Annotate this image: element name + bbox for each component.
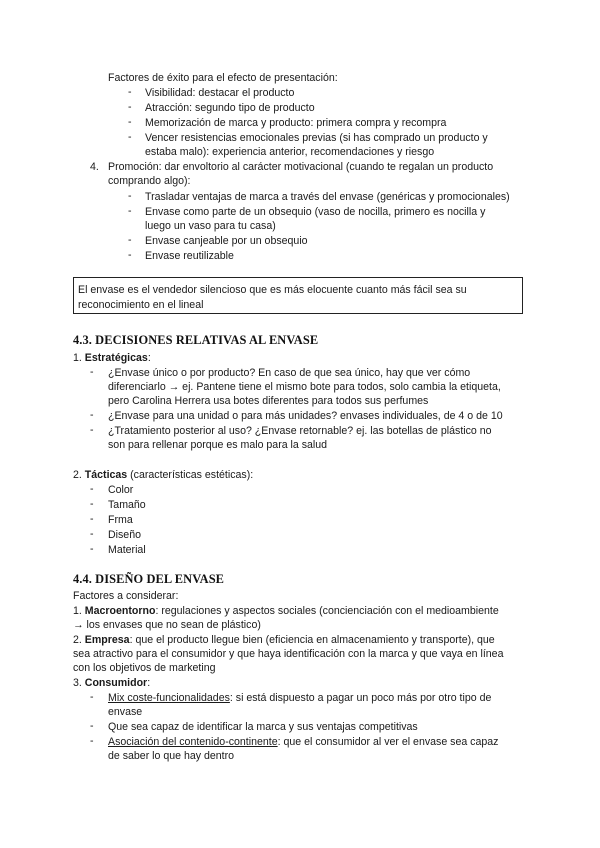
list-item: Tamaño xyxy=(108,499,146,511)
list-item xyxy=(108,691,491,705)
list-dash: - xyxy=(90,513,94,525)
list-dash: - xyxy=(90,366,94,378)
list-item-continuation: luego un vaso para tu casa) xyxy=(145,220,276,232)
factor-text-continuation: → los envases que no sean de plástico) xyxy=(73,619,261,631)
list-item: Envase reutilizable xyxy=(145,250,234,262)
list-dash: - xyxy=(90,528,94,540)
list-item: Atracción: segundo tipo de producto xyxy=(145,102,315,114)
list-dash: - xyxy=(128,234,132,246)
list-item: Que sea capaz de identificar la marca y sus ventajas competitivas xyxy=(108,721,418,733)
list-item: Frma xyxy=(108,514,133,526)
promotion-number: 4. xyxy=(90,161,99,173)
factor-text-continuation: sea atractivo para el consumidor y que haya identificación con la marca y que vaya en línea xyxy=(73,648,504,660)
list-dash: - xyxy=(90,498,94,510)
presentation-intro: Factores de éxito para el efecto de presentación: xyxy=(108,72,338,84)
factor-number: 1. xyxy=(73,605,82,617)
list-item: ¿Tratamiento posterior al uso? ¿Envase retornable? ej. las botellas de plástico no xyxy=(108,425,492,437)
callout-text: El envase es el vendedor silencioso que es más elocuente cuanto más fácil sea su xyxy=(78,284,467,296)
list-item: Envase como parte de un obsequio (vaso de nocilla, primero es nocilla y xyxy=(145,206,486,218)
factors-intro: Factores a considerar: xyxy=(73,590,179,602)
strategic-number: 1. xyxy=(73,352,82,364)
list-item: Envase canjeable por un obsequio xyxy=(145,235,308,247)
section-heading: 4.3. DECISIONES RELATIVAS AL ENVASE xyxy=(73,333,319,347)
factor-consumidor xyxy=(73,676,150,690)
list-dash: - xyxy=(128,101,132,113)
list-item: Diseño xyxy=(108,529,141,541)
factor-macroentorno xyxy=(73,604,499,618)
underlined-term: Mix coste-funcionalidades xyxy=(108,692,230,704)
list-dash: - xyxy=(90,720,94,732)
list-item-continuation: envase xyxy=(108,706,143,718)
list-item-continuation: son para rellenar porque es malo para la salud xyxy=(108,439,328,451)
tactical-suffix: (características estéticas): xyxy=(127,469,254,481)
list-item: Material xyxy=(108,544,146,556)
list-item-continuation: de saber lo que hay dentro xyxy=(108,750,235,762)
list-dash: - xyxy=(90,483,94,495)
list-item: Vencer resistencias emocionales previas (si has comprado un producto y xyxy=(145,132,488,144)
list-item-continuation: pero Carolina Herrera usa botes diferentes para todos sus perfumes xyxy=(108,395,429,407)
list-item-text: : si está dispuesto a pagar un poco más por otro tipo de xyxy=(229,692,492,704)
list-item-continuation: diferenciarlo → ej. Pantene tiene el mismo bote para todos, solo cambia la etiqueta, xyxy=(108,381,501,393)
factor-text-continuation: con los objetivos de marketing xyxy=(73,662,216,674)
factor-suffix: : xyxy=(147,677,151,689)
factor-label: Macroentorno xyxy=(84,605,156,617)
list-dash: - xyxy=(128,190,132,202)
list-item-text: : que el consumidor al ver el envase sea capaz xyxy=(277,736,499,748)
list-dash: - xyxy=(128,205,132,217)
list-dash: - xyxy=(90,543,94,555)
tactical-heading xyxy=(73,468,253,482)
list-item: Color xyxy=(108,484,134,496)
list-item: ¿Envase único o por producto? En caso de que sea único, hay que ver cómo xyxy=(108,367,471,379)
factor-label: Empresa xyxy=(84,634,130,646)
list-dash: - xyxy=(90,691,94,703)
factor-label: Consumidor xyxy=(84,677,148,689)
underlined-term: Asociación del contenido-continente xyxy=(108,736,278,748)
factor-text: : que el producto llegue bien (eficiencia en almacenamiento y transporte), que xyxy=(129,634,495,646)
factor-text: : regulaciones y aspectos sociales (concienciación con el medioambiente xyxy=(155,605,499,617)
list-item xyxy=(108,735,498,749)
tactical-number: 2. xyxy=(73,469,82,481)
promotion-text: Promoción: dar envoltorio al carácter motivacional (cuando te regalan un producto xyxy=(108,161,494,173)
factor-number: 3. xyxy=(73,677,82,689)
strategic-heading xyxy=(73,351,151,365)
section-heading: 4.4. DISEÑO DEL ENVASE xyxy=(73,572,225,586)
list-dash: - xyxy=(90,409,94,421)
list-dash: - xyxy=(90,424,94,436)
list-item: ¿Envase para una unidad o para más unidades? envases individuales, de 4 o de 10 xyxy=(108,410,503,422)
list-item: Memorización de marca y producto: primera compra y recompra xyxy=(145,117,447,129)
list-dash: - xyxy=(128,249,132,261)
list-dash: - xyxy=(128,86,132,98)
promotion-text-continuation: comprando algo): xyxy=(108,175,191,187)
list-item-continuation: estaba malo): experiencia anterior, recomendaciones y riesgo xyxy=(145,146,435,158)
callout-box xyxy=(73,277,523,314)
factor-empresa xyxy=(73,633,495,647)
tactical-label: Tácticas xyxy=(84,469,128,481)
strategic-suffix: : xyxy=(147,352,151,364)
list-item: Visibilidad: destacar el producto xyxy=(145,87,295,99)
list-dash: - xyxy=(90,735,94,747)
list-item: Trasladar ventajas de marca a través del envase (genéricas y promocionales) xyxy=(145,191,510,203)
list-dash: - xyxy=(128,131,132,143)
factor-number: 2. xyxy=(73,634,82,646)
list-dash: - xyxy=(128,116,132,128)
callout-text-continuation: reconocimiento en el lineal xyxy=(78,299,204,311)
strategic-label: Estratégicas xyxy=(84,352,148,364)
